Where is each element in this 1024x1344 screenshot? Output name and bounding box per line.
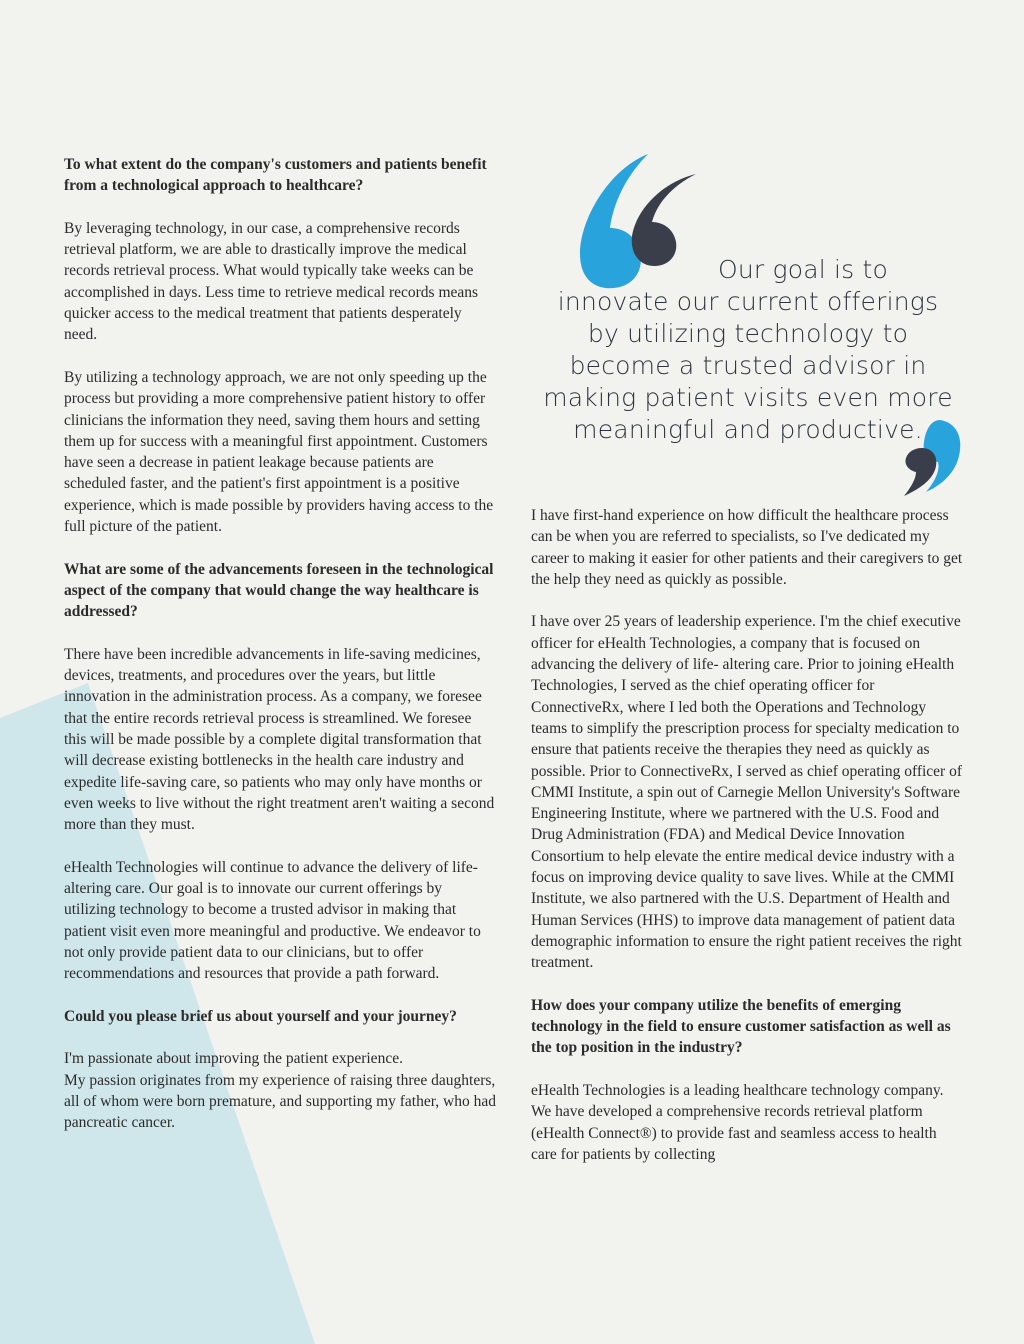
quote-line: innovate our current offerings [557,287,939,316]
question-heading: What are some of the advancements foreseen in the technological aspect of the company that would change the way healthcare is addressed? [64,560,494,621]
pull-quote-text [528,254,968,446]
question-heading: Could you please brief us about yourself and your journey? [64,1007,457,1025]
answer-paragraph: My passion originates from my experience of raising three daughters, all of whom were born premature, and supporting my father, who had pancreatic cancer. [64,1071,496,1132]
quote-line: meaningful and productive. [573,415,923,444]
quote-line: by utilizing technology to [587,319,909,348]
answer-paragraph: I have over 25 years of leadership experience. I'm the chief executive officer for eHealth Technologies, a company that is focused on advancing the delivery of life- altering care. Prior to joining eHealth Technologies, I served as the chief operating officer for ConnectiveRx, where I led both the Operations and Technology teams to simplify the prescription process for specialty medication to ensure that patients receive the therapies they need as quickly as possible. Prior to ConnectiveRx, I served as chief operating officer of CMMI Institute, a spin out of Carnegie Mellon University's Software Engineering Institute, where we partnered with the U.S. Food and Drug Administration (FDA) and Medical Device Innovation Consortium to help elevate the entire medical device industry with a focus on improving device quality to save lives. While at the CMMI Institute, we also partnered with the U.S. Department of Health and Human Services (HHS) to improve data management of patient data demographic information to ensure the right patient receives the right treatment. [531,613,963,972]
quote-line: Our goal is to [717,255,889,284]
question-heading: To what extent do the company's customers and patients benefit from a technological approach to healthcare? [64,156,487,195]
answer-paragraph: By utilizing a technology approach, we are not only speeding up the process but providing a more comprehensive patient history to offer clinicians the information they need, saving them hours and setting them up for success with a meaningful first appointment. Customers have seen a decrease in patient leakage because patients are scheduled faster, and the patient's first appointment is a positive experience, which is made possible by providers having access to the full picture of the patient. [64,368,494,536]
answer-paragraph: There have been incredible advancements in life-saving medicines, devices, treatments, and procedures over the years, but little innovation in the administration process. As a company, we foresee that the entire records retrieval process is streamlined. We foresee this will be made possible by a complete digital transformation that will decrease existing bottlenecks in the health care industry and expedite life-saving care, so patients who may only have months or even weeks to live without the right treatment aren't waiting a second more than they must. [64,645,495,834]
left-column [64,154,496,1155]
question-heading: How does your company utilize the benefits of emerging technology in the field to ensure customer satisfaction as well as the top position in the industry? [531,996,951,1057]
answer-paragraph: By leveraging technology, in our case, a comprehensive records retrieval platform, we are able to drastically improve the medical records retrieval process. What would typically take weeks can be accomplished in days. Less time to retrieve medical records means quicker access to the medical treatment that patients desperately need. [64,219,479,344]
quote-line: become a trusted advisor in [569,351,927,380]
answer-paragraph: eHealth Technologies is a leading healthcare technology company. We have developed a comprehensive records retrieval platform (eHealth Connect®) to provide fast and seamless access to health care for patients by collecting [531,1082,944,1163]
quote-line: making patient visits even more [543,383,953,412]
pull-quote [528,150,968,500]
right-column [531,505,963,1187]
answer-paragraph: eHealth Technologies will continue to advance the delivery of life-altering care. Our goal is to innovate our current offerings by utilizing technology to become a trusted advisor in making that patient visit even more meaningful and productive. We endeavor to not only provide patient data to our clinicians, but to offer recommendations and resources that provide a path forward. [64,858,481,983]
answer-paragraph: I have first-hand experience on how difficult the healthcare process can be when you are referred to specialists, so I've dedicated my career to making it easier for other patients and their caregivers to get the help they need as quickly as possible. [531,507,963,588]
answer-paragraph: I'm passionate about improving the patient experience. [64,1050,403,1068]
